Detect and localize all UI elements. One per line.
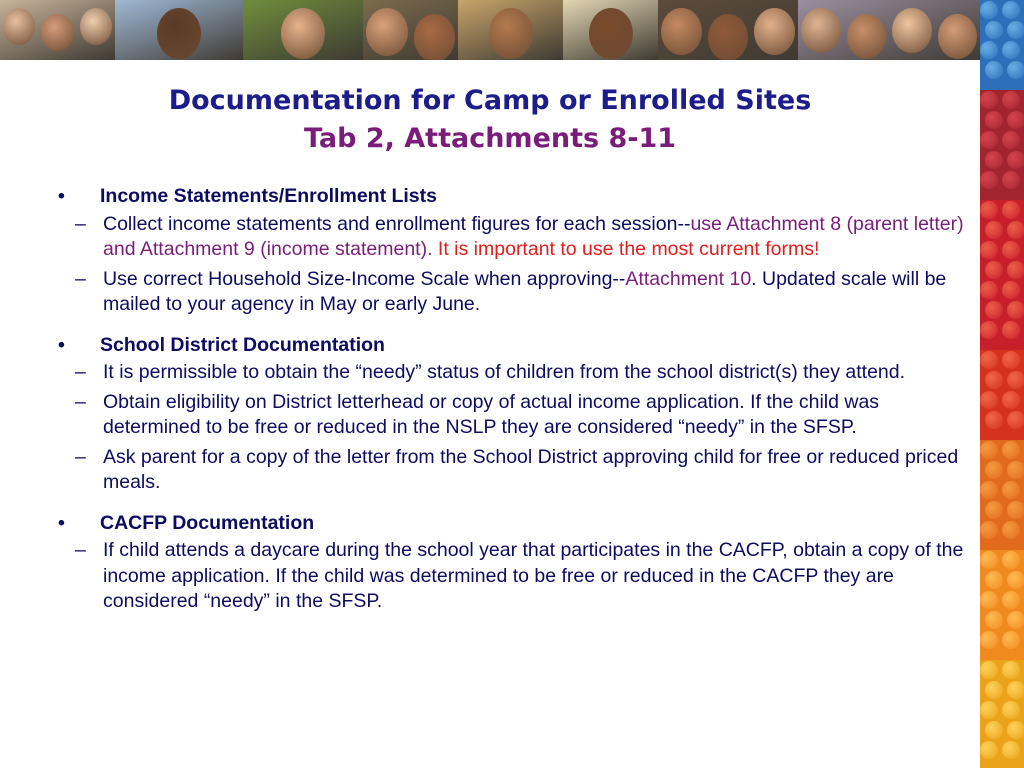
berry [980,481,998,499]
berry [980,631,998,649]
berry [1007,371,1024,389]
face [754,8,795,55]
berry [980,171,998,189]
berry [1002,241,1020,259]
berry [1007,681,1024,699]
berry [980,41,998,59]
list-item-text [103,445,970,496]
berry [1002,551,1020,569]
berry [980,521,998,539]
girl-portrait-photo [243,0,363,60]
section-items [58,360,970,496]
section-heading-text: CACFP Documentation [100,511,315,534]
berry [1007,501,1024,519]
plain-text: Use correct Household Size-Income Scale when approving-- [103,267,626,290]
section [58,511,970,615]
face [3,8,35,45]
dash-icon: – [75,539,86,561]
dash-icon: – [75,212,86,235]
list-item-text [103,267,970,318]
plain-text: Ask parent for a copy of the letter from the School District approving child for free or reduced priced meals. [103,445,959,493]
section-heading [58,333,970,359]
dash-icon: – [75,361,86,383]
berry [1002,281,1020,299]
list-item [58,390,970,441]
berry [980,661,998,679]
face [41,14,73,51]
children-eating-photo [363,0,458,60]
berry [1002,591,1020,609]
berry [1002,91,1020,109]
bullet-icon: • [58,185,65,207]
carrots-segment [980,440,1024,550]
berry [985,371,1003,389]
berry [1007,301,1024,319]
raspberries-segment [980,90,1024,200]
purple-text: use Attachment 8 (parent letter) and Attachment 9 (income statement). [103,212,964,260]
dash-icon: – [75,267,86,290]
berry [1002,41,1020,59]
berry [980,91,998,109]
list-item [58,445,970,496]
berry [1002,631,1020,649]
list-item [58,267,970,318]
face [281,8,325,59]
berry [985,61,1003,79]
berry [985,221,1003,239]
dash-icon: – [75,445,86,468]
face [414,14,456,60]
berry [1007,111,1024,129]
list-item-text [103,212,970,263]
berry [1007,221,1024,239]
berry [985,721,1003,739]
kids-lunch-photo [658,0,798,60]
produce-strip [980,0,1024,768]
blueberries-segment [980,0,1024,90]
slide-content [58,184,970,630]
red-text: It is important to use the most current forms! [437,238,820,260]
girl-smiling-photo [563,0,658,60]
berry [980,391,998,409]
berry [985,571,1003,589]
berry [980,201,998,219]
berry [1007,61,1024,79]
berry [985,681,1003,699]
face [801,8,841,53]
berry [1007,721,1024,739]
berry [980,591,998,609]
berry [1007,21,1024,39]
slide-title [0,82,980,158]
berry [1002,131,1020,149]
section-heading-text: Income Statements/Enrollment Lists [100,185,437,207]
plain-text: . Updated scale will be mailed to your agency in May or early June. [103,267,947,315]
face [847,14,887,59]
plain-text: Collect income statements and enrollment figures for each session-- [103,212,691,235]
berry [980,321,998,339]
campers-group-photo [798,0,980,60]
berry [980,131,998,149]
berry [985,151,1003,169]
berry [980,351,998,369]
list-item-text [103,538,970,615]
list-item [58,538,970,615]
face [661,8,702,55]
section-items [58,212,970,318]
berry [1007,571,1024,589]
berry [985,301,1003,319]
berry [1007,611,1024,629]
dash-icon: – [75,390,86,413]
section-heading-text: School District Documentation [100,333,385,356]
berry [1007,261,1024,279]
face [489,8,533,59]
berry [985,111,1003,129]
plain-text: It is permissible to obtain the “needy” status of children from the school district(s) they attend. [103,361,906,383]
berry [1002,351,1020,369]
title-subtitle: Tab 2, Attachments 8-11 [303,123,677,154]
face [892,8,932,53]
boy-portrait-photo [458,0,563,60]
face [589,8,633,59]
section-heading [58,184,970,210]
berry [1002,661,1020,679]
face [708,14,749,60]
tomatoes-segment [980,350,1024,440]
face [938,14,978,59]
berry [985,501,1003,519]
berry [1007,461,1024,479]
list-item-text [103,390,970,441]
berry [985,261,1003,279]
berry [980,701,998,719]
berry [980,1,998,19]
berry [1002,741,1020,759]
berry [1002,201,1020,219]
photo-banner [0,0,980,60]
section [58,333,970,496]
strawberries-segment [980,200,1024,350]
oranges-segment [980,550,1024,660]
list-item-text [103,360,970,386]
berry [985,611,1003,629]
berry [980,241,998,259]
bullet-icon: • [58,511,65,534]
berry [980,551,998,569]
children-group-photo [0,0,115,60]
berry [1002,521,1020,539]
list-item [58,212,970,263]
bullet-icon: • [58,333,65,356]
list-item [58,360,970,386]
boy-smiling-photo [115,0,243,60]
plain-text: Obtain eligibility on District letterhead or copy of actual income application. If the child was determined to be free or reduced in the NSLP they are considered “needy” in the SFSP. [103,390,880,438]
title-main: Documentation for Camp or Enrolled Sites [168,85,812,116]
berry [980,281,998,299]
berry [1002,321,1020,339]
berry [985,21,1003,39]
berry [1007,151,1024,169]
face [157,8,201,59]
section [58,184,970,318]
berry [1002,1,1020,19]
plain-text: If child attends a daycare during the school year that participates in the CACFP, obtain a copy of the income application. If the child was determined to be free or reduced in the CACFP they are considered “needy” in the SFSP. [103,539,964,612]
berry [985,411,1003,429]
peppers-segment [980,660,1024,768]
berry [1002,391,1020,409]
berry [1007,411,1024,429]
berry [1002,481,1020,499]
berry [980,741,998,759]
berry [1002,701,1020,719]
section-items [58,538,970,615]
face [80,8,112,45]
berry [1002,441,1020,459]
section-heading [58,511,970,537]
berry [1002,171,1020,189]
purple-text: Attachment 10 [625,267,752,290]
face [366,8,408,56]
berry [985,461,1003,479]
berry [980,441,998,459]
